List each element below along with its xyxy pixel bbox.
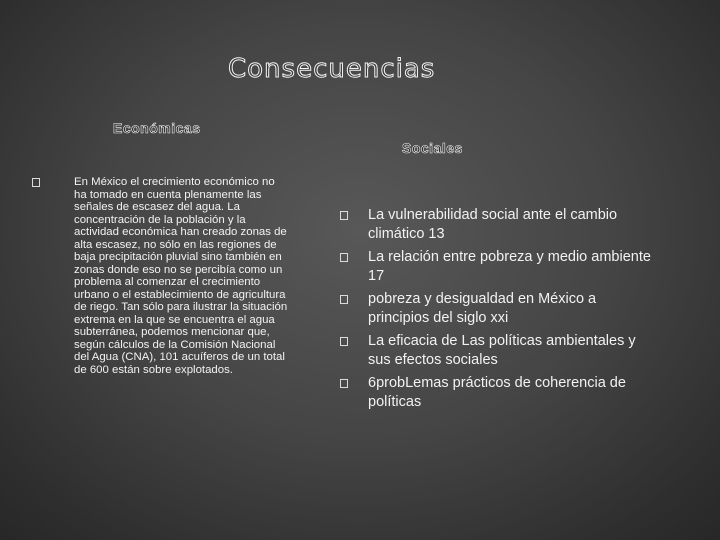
- square-bullet-icon: [340, 379, 348, 388]
- square-bullet-icon: [340, 211, 348, 220]
- list-item: 6probLemas prácticos de coherencia de políticas: [368, 375, 626, 410]
- list-item: pobreza y desigualdad en México a principios del siglo xxi: [368, 291, 597, 326]
- heading-economicas: Económicas: [113, 120, 201, 136]
- list-item: La eficacia de Las políticas ambientales y sus efectos sociales: [368, 333, 636, 368]
- square-bullet-icon: [32, 178, 40, 187]
- square-bullet-icon: [340, 337, 348, 346]
- square-bullet-icon: [340, 295, 348, 304]
- list-item: La vulnerabilidad social ante el cambio climático 13: [368, 207, 618, 242]
- economicas-paragraph: En México el crecimiento económico no ha tomado en cuenta plenamente las señales de escasez del agua. La concentración de la población y la actividad económica han creado zonas de alta escasez, no sólo en las regiones de baja precipitación pluvial sino también en zonas donde eso no se percibía como un problema al comenzar el crecimiento urbano o el establecimiento de agricultura de riego. Tan sólo para ilustrar la situación extrema en la que se encuentra el agua subterránea, podemos mencionar que, según cálculos de la Comisión Nacional del Agua (CNA), 101 acuíferos de un total de 600 están sobre explotados.: [74, 176, 288, 376]
- list-item: La relación entre pobreza y medio ambiente 17: [368, 249, 651, 284]
- heading-sociales: Sociales: [402, 140, 463, 156]
- square-bullet-icon: [340, 253, 348, 262]
- slide-title: Consecuencias: [228, 54, 436, 84]
